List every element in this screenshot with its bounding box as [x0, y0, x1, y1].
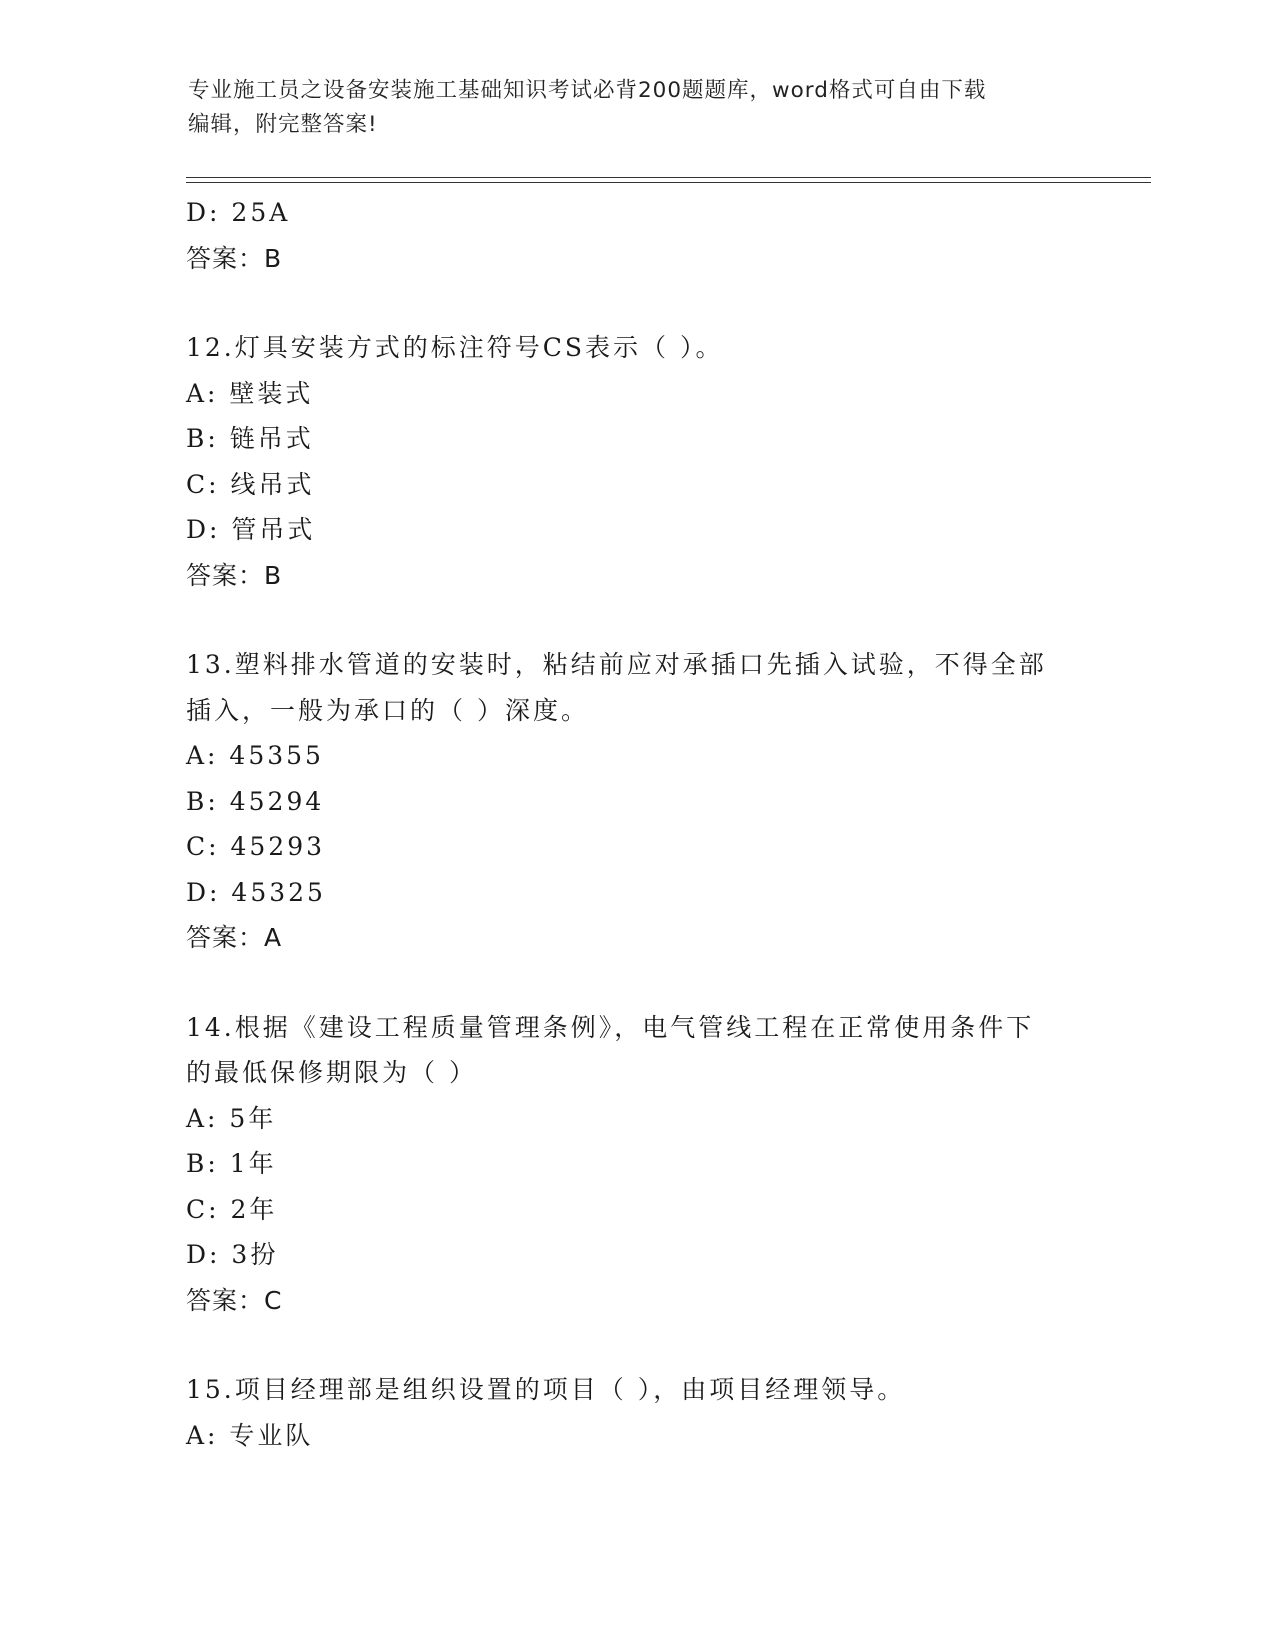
header-divider-bottom	[186, 182, 1151, 183]
header-title-line-1: 专业施工员之设备安装施工基础知识考试必背200题题库，word格式可自由下载	[188, 78, 987, 103]
option-b: B: 链吊式	[186, 424, 314, 453]
option-b: B: 45294	[186, 786, 325, 816]
spacer	[186, 281, 1086, 325]
option-c: C: 线吊式	[186, 469, 315, 499]
spacer	[186, 1323, 1086, 1367]
question-text-line-2: 的最低保修期限为（ ）	[186, 1058, 477, 1087]
question-text: 12.灯具安装方式的标注符号CS表示（ ）。	[186, 333, 724, 362]
option-c: C: 45293	[186, 832, 326, 861]
question-block-14	[186, 1005, 1086, 1324]
question-text-line-1: 14.根据《建设工程质量管理条例》，电气管线工程在正常使用条件下	[186, 1012, 1035, 1042]
question-text-line-2: 插入，一般为承口的（ ）深度。	[186, 695, 589, 725]
answer-line: 答案：A	[186, 923, 283, 952]
question-block-15	[186, 1367, 1086, 1458]
question-text: 15.项目经理部是组织设置的项目（ ），由项目经理领导。	[186, 1375, 906, 1404]
question-block-13	[186, 642, 1086, 961]
option-d: D: 25A	[186, 198, 291, 227]
option-a: A: 壁装式	[186, 378, 314, 408]
option-b: B: 1年	[186, 1149, 277, 1178]
document-header	[188, 74, 1068, 142]
header-title-line-2: 编辑，附完整答案!	[188, 112, 378, 137]
header-divider-top	[186, 177, 1151, 178]
spacer	[186, 598, 1086, 642]
option-d: D: 45325	[186, 877, 326, 907]
option-a: A: 5年	[186, 1103, 277, 1133]
question-block-prev	[186, 190, 1086, 281]
question-text-line-1: 13.塑料排水管道的安装时，粘结前应对承插口先插入试验，不得全部	[186, 650, 1047, 679]
option-d: D: 3扮	[186, 1240, 279, 1269]
question-block-12	[186, 325, 1086, 598]
option-d: D: 管吊式	[186, 515, 316, 544]
option-c: C: 2年	[186, 1194, 278, 1224]
spacer	[186, 961, 1086, 1005]
answer-line: 答案：C	[186, 1285, 283, 1315]
option-a: A: 45355	[186, 741, 324, 770]
answer-line: 答案：B	[186, 560, 283, 590]
question-list	[186, 190, 1086, 1458]
answer-line: 答案：B	[186, 243, 283, 273]
option-a: A: 专业队	[186, 1420, 314, 1450]
